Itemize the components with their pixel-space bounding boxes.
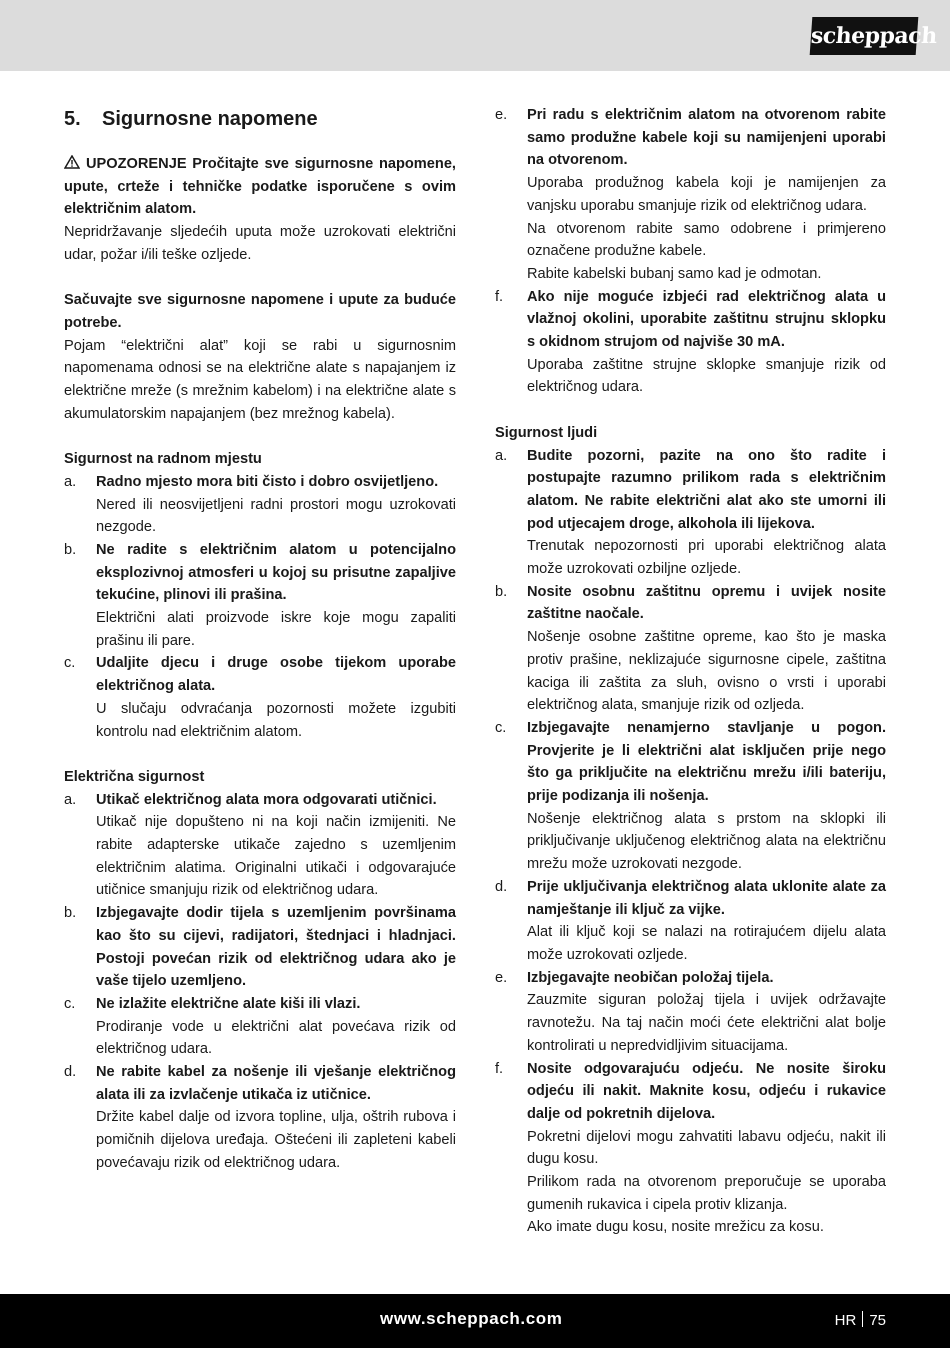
electrical-title: Električna sigurnost	[64, 768, 205, 785]
section-number: 5.	[64, 108, 81, 130]
keep-instructions-text: Pojam “električni alat” koji se rabi u sigurnosnim napomenama odnosi se na električne alate s napajanjem iz električne mreže (s mrežnim kabelom) i na električne alate s akumulatorskim napajanjem (bez mrežnog kabela).	[64, 337, 456, 422]
list-item-body	[527, 581, 886, 717]
list-item	[64, 993, 456, 1061]
list-item-note: Zauzmite siguran položaj tijela i uvijek održavajte ravnotežu. Na taj način moći ćete električni alat bolje kontrolirati u nepredvidljivim situacijama.	[527, 992, 886, 1054]
list-item-body	[96, 789, 456, 903]
warning-paragraph	[64, 153, 456, 221]
list-item-heading: Ako nije moguće izbjeći rad električnog alata u vlažnoj okolini, uporabite zaštitnu strujnu sklopku s okidnom strujom od najviše 30 mA.	[527, 288, 886, 351]
footer-language: HR	[834, 1312, 857, 1329]
section-title: Sigurnosne napomene	[102, 108, 318, 130]
list-item-body	[527, 717, 886, 876]
list-item-note: Trenutak nepozornosti pri uporabi električnog alata može uzrokovati ozbiljne ozljede.	[527, 538, 886, 578]
brand-logo: scheppach	[810, 17, 919, 55]
list-item-heading: Ne izlažite električne alate kiši ili vlazi.	[96, 995, 361, 1012]
list-item-note: Električni alati proizvode iskre koje mogu zapaliti prašinu ili pare.	[96, 610, 456, 649]
people-title: Sigurnost ljudi	[495, 424, 598, 441]
list-item-heading: Izbjegavajte neobičan položaj tijela.	[527, 969, 774, 986]
list-item-body	[527, 104, 886, 286]
list-item	[495, 967, 886, 1058]
list-item-label: a.	[495, 447, 508, 464]
list-item-label: a.	[64, 791, 77, 808]
warning-triangle-icon	[64, 155, 80, 169]
electrical-list-right	[495, 104, 886, 399]
list-item	[495, 1058, 886, 1240]
list-item-note: U slučaju odvraćanja pozornosti možete izgubiti kontrolu nad električnim alatom.	[96, 700, 456, 740]
list-item-label: b.	[64, 905, 77, 922]
list-item-body	[527, 876, 886, 967]
list-item-heading: Utikač električnog alata mora odgovarati utičnici.	[96, 791, 437, 808]
list-item-note: Uporaba produžnog kabela koji je namijenjen za vanjsku uporabu smanjuje rizik od električnog udara.	[527, 175, 886, 214]
list-item-note: Prilikom rada na otvorenom preporučuje se uporaba gumenih rukavica i cipela protiv klizanja.	[527, 1174, 886, 1213]
header-band	[0, 0, 950, 71]
list-item-body	[96, 471, 456, 539]
list-item-body	[527, 967, 886, 1058]
left-column	[64, 104, 456, 1175]
warning-label: UPOZORENJE	[86, 156, 187, 172]
list-item-heading: Pri radu s električnim alatom na otvorenom rabite samo produžne kabele koji su namijenjeni uporabi na otvorenom.	[527, 107, 886, 169]
list-item-label: f.	[495, 1060, 504, 1077]
footer-url[interactable]: www.scheppach.com	[380, 1309, 563, 1328]
list-item-body	[96, 539, 456, 653]
list-item	[64, 902, 456, 993]
workplace-list	[64, 471, 456, 743]
list-item-heading: Udaljite djecu i druge osobe tijekom uporabe električnog alata.	[96, 655, 456, 695]
workplace-title: Sigurnost na radnom mjestu	[64, 451, 262, 468]
list-item-note: Alat ili ključ koji se nalazi na rotirajućem dijelu alata može uzrokovati ozljede.	[527, 924, 886, 963]
list-item-body	[96, 1061, 456, 1175]
list-item-note: Utikač nije dopušteno ni na koji način izmijeniti. Ne rabite adapterske utikače zajedno s uzemljenim električnim alatima. Originalni utikači i odgovarajuće utičnice smanjuju rizik od električnog udara.	[96, 814, 456, 899]
list-item-heading: Nosite odgovarajuću odjeću. Ne nosite široku odjeću ili nakit. Maknite kosu, odjeću i rukavice dalje od pokretnih dijelova.	[527, 1060, 886, 1122]
list-item-note: Nošenje osobne zaštitne opreme, kao što je maska protiv prašine, neklizajuće sigurnosne cipele, zaštitna kaciga ili zaštita za sluh, ovisno o vrsti i uporabi električnog alata, smanjuje rizik od ozljeda.	[527, 629, 886, 714]
warning-note: Nepridržavanje sljedećih uputa može uzrokovati električni udar, požar i/ili teške ozljede.	[64, 224, 456, 263]
list-item-heading: Ne rabite kabel za nošenje ili vješanje električnog alata ili za izvlačenje utikača iz utičnice.	[96, 1064, 456, 1103]
list-item	[64, 652, 456, 743]
list-item-label: d.	[495, 878, 508, 895]
list-item-note: Rabite kabelski bubanj samo kad je odmotan.	[527, 265, 822, 282]
list-item	[64, 1061, 456, 1175]
list-item-note: Nered ili neosvijetljeni radni prostori mogu uzrokovati nezgode.	[96, 496, 456, 536]
list-item	[64, 539, 456, 653]
list-item-label: b.	[64, 541, 77, 558]
list-item-note: Držite kabel dalje od izvora topline, ulja, oštrih rubova i pomičnih dijelova uređaja. Oštećeni ili zapleteni kabeli povećavaju rizik od električnog udara.	[96, 1109, 456, 1171]
list-item	[495, 286, 886, 400]
list-item-heading: Budite pozorni, pazite na ono što radite i postupajte razumno prilikom rada s električnim alatom. Ne rabite električni alat ako ste umorni ili pod utjecajem droge, alkohola ili lijekova.	[527, 447, 886, 532]
list-item-note: Pokretni dijelovi mogu zahvatiti labavu odjeću, nakit ili dugu kosu.	[527, 1128, 886, 1168]
section-heading	[64, 104, 456, 134]
list-item-body	[527, 445, 886, 581]
list-item	[495, 876, 886, 967]
list-item-body	[96, 993, 456, 1061]
list-item-note: Nošenje električnog alata s prstom na sklopki ili priključivanje uključenog električnog alata na električnu mrežu može uzrokovati nezgode.	[527, 810, 886, 873]
list-item-heading: Radno mjesto mora biti čisto i dobro osvijetljeno.	[96, 473, 439, 490]
list-item-label: c.	[64, 995, 76, 1012]
list-item	[495, 717, 886, 876]
people-list	[495, 445, 886, 1240]
warning-text: Pročitajte sve sigurnosne napomene, upute, crteže i tehničke podatke isporučene s ovim električnim alatom.	[64, 156, 456, 218]
list-item-heading: Ne radite s električnim alatom u potencijalno eksplozivnoj atmosferi u kojoj su prisutne zapaljive tekućine, plinovi ili prašina.	[96, 541, 456, 604]
list-item	[495, 104, 886, 286]
list-item-heading: Izbjegavajte nenamjerno stavljanje u pogon. Provjerite je li električni alat isključen prije nego što ga priključite na električnu mrežu i/ili bateriju, prije podizanja ili nošenja.	[527, 719, 886, 805]
list-item-label: a.	[64, 473, 77, 490]
list-item-note: Na otvorenom rabite samo odobrene i primjereno označene produžne kabele.	[527, 220, 886, 260]
footer-separator	[862, 1311, 863, 1327]
keep-instructions-title: Sačuvajte sve sigurnosne napomene i upute za buduće potrebe.	[64, 292, 456, 331]
list-item-label: d.	[64, 1064, 77, 1081]
list-item-note: Prodiranje vode u električni alat povećava rizik od električnog udara.	[96, 1018, 456, 1058]
list-item-note: Uporaba zaštitne strujne sklopke smanjuje rizik od električnog udara.	[527, 356, 886, 396]
footer	[0, 1294, 950, 1348]
list-item-label: e.	[495, 107, 508, 123]
list-item-body	[527, 1058, 886, 1240]
list-item	[64, 471, 456, 539]
list-item-label: c.	[495, 719, 507, 736]
list-item-label: e.	[495, 969, 508, 986]
footer-page-number: 75	[869, 1312, 886, 1329]
footer-page-indicator	[835, 1311, 886, 1329]
electrical-list-left	[64, 789, 456, 1175]
list-item-body	[96, 902, 456, 993]
list-item-label: c.	[64, 655, 76, 672]
list-item	[495, 445, 886, 581]
right-column	[495, 104, 886, 1239]
list-item-note: Ako imate dugu kosu, nosite mrežicu za kosu.	[527, 1219, 824, 1236]
list-item-heading: Nosite osobnu zaštitnu opremu i uvijek nosite zaštitne naočale.	[527, 583, 886, 623]
list-item	[64, 789, 456, 903]
list-item-heading: Izbjegavajte dodir tijela s uzemljenim površinama kao što su cijevi, radijatori, štednjaci i hladnjaci. Postoji povećan rizik od električnog udara ako je vaše tijelo uzemljeno.	[96, 905, 456, 990]
list-item-label: b.	[495, 583, 508, 600]
list-item-body	[527, 286, 886, 400]
list-item-body	[96, 652, 456, 743]
list-item-heading: Prije uključivanja električnog alata uklonite alate za namještanje ili ključ za vijke.	[527, 878, 886, 918]
list-item-label: f.	[495, 288, 504, 305]
list-item	[495, 581, 886, 717]
